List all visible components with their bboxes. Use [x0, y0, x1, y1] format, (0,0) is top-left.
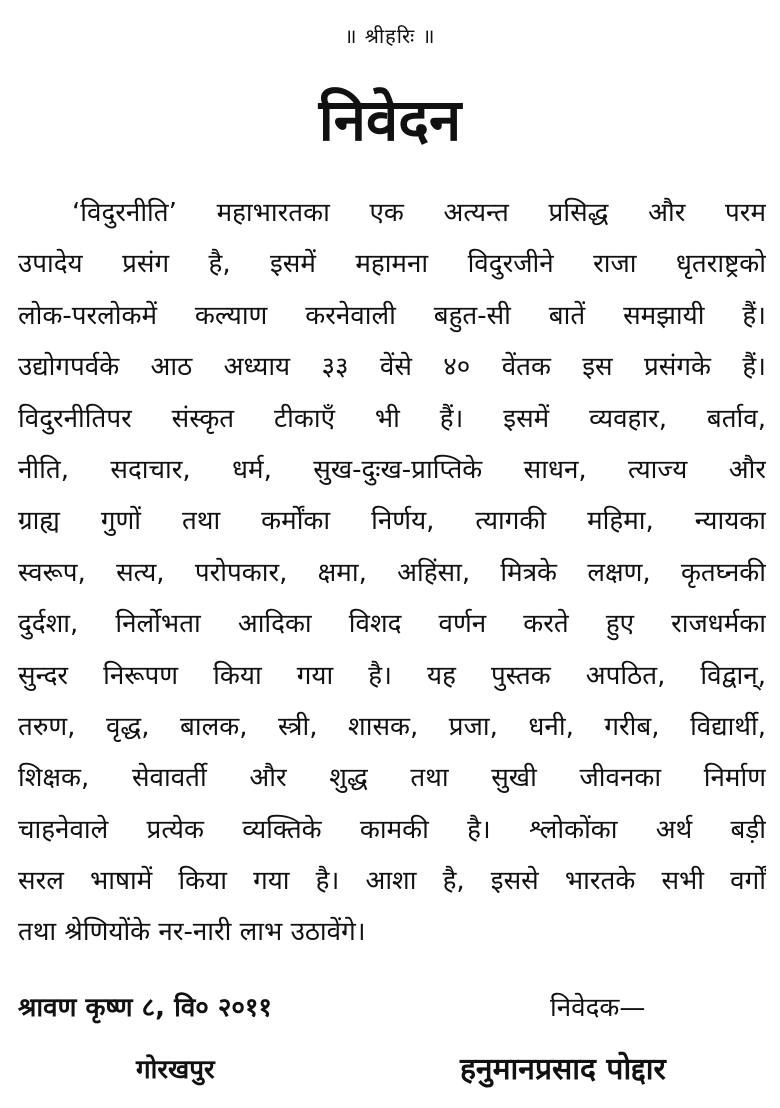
- body-paragraph: [18, 188, 766, 959]
- page-title: निवेदन: [318, 86, 462, 154]
- paragraph-line: उद्योगपर्वके आठ अध्याय ३३ वेंसे ४० वेंतक इस प्रसंगके हैं।: [18, 352, 766, 383]
- signoff: निवेदक—: [550, 993, 646, 1023]
- date: श्रावण कृष्ण ८, वि० २०११: [18, 993, 272, 1023]
- paragraph-line: उपादेय प्रसंग है, इसमें महामना विदुरजीने राजा धृतराष्ट्रको: [18, 249, 766, 280]
- paragraph-line: सुन्दर निरूपण किया गया है। यह पुस्तक अपठित, विद्वान्,: [18, 660, 766, 691]
- footer-signature: [440, 986, 770, 1092]
- paragraph-line: चाहनेवाले प्रत्येक व्यक्तिके कामकी है। श्लोकोंका अर्थ बड़ी: [18, 814, 766, 845]
- paragraph-line: ‘विदुरनीति’ महाभारतका एक अत्यन्त प्रसिद्ध और परम: [72, 198, 766, 228]
- paragraph-line: विदुरनीतिपर संस्कृत टीकाएँ भी हैं। इसमें व्यवहार, बर्ताव,: [18, 403, 766, 434]
- place: गोरखपुर: [136, 1055, 215, 1085]
- paragraph-line: स्वरूप, सत्य, परोपकार, क्षमा, अहिंसा, मित्रके लक्षण, कृतघ्नकी: [18, 557, 766, 588]
- paragraph-line: नीति, सदाचार, धर्म, सुख-दुःख-प्राप्तिके साधन, त्याज्य और: [18, 454, 766, 485]
- paragraph-line: ग्राह्य गुणों तथा कर्मोंका निर्णय, त्यागकी महिमा, न्यायका: [18, 506, 766, 537]
- paragraph-line: सरल भाषामें किया गया है। आशा है, इससे भारतके सभी वर्गों: [18, 866, 766, 897]
- signatory-name: हनुमानप्रसाद पोद्दार: [460, 1052, 666, 1087]
- invocation: ॥ श्रीहरिः ॥: [344, 24, 436, 48]
- paragraph-line: लोक-परलोकमें कल्याण करनेवाली बहुत-सी बातें समझायी हैं।: [18, 300, 766, 331]
- paragraph-line: शिक्षक, सेवावर्ती और शुद्ध तथा सुखी जीवनका निर्माण: [18, 763, 766, 794]
- footer-date-place: [18, 986, 398, 1092]
- paragraph-line: तरुण, वृद्ध, बालक, स्त्री, शासक, प्रजा, धनी, गरीब, विद्यार्थी,: [18, 711, 766, 742]
- paragraph-line: तथा श्रेणियोंके नर-नारी लाभ उठावेंगे।: [18, 917, 366, 948]
- paragraph-line: दुर्दशा, निर्लोभता आदिका विशद वर्णन करते हुए राजधर्मका: [18, 609, 766, 640]
